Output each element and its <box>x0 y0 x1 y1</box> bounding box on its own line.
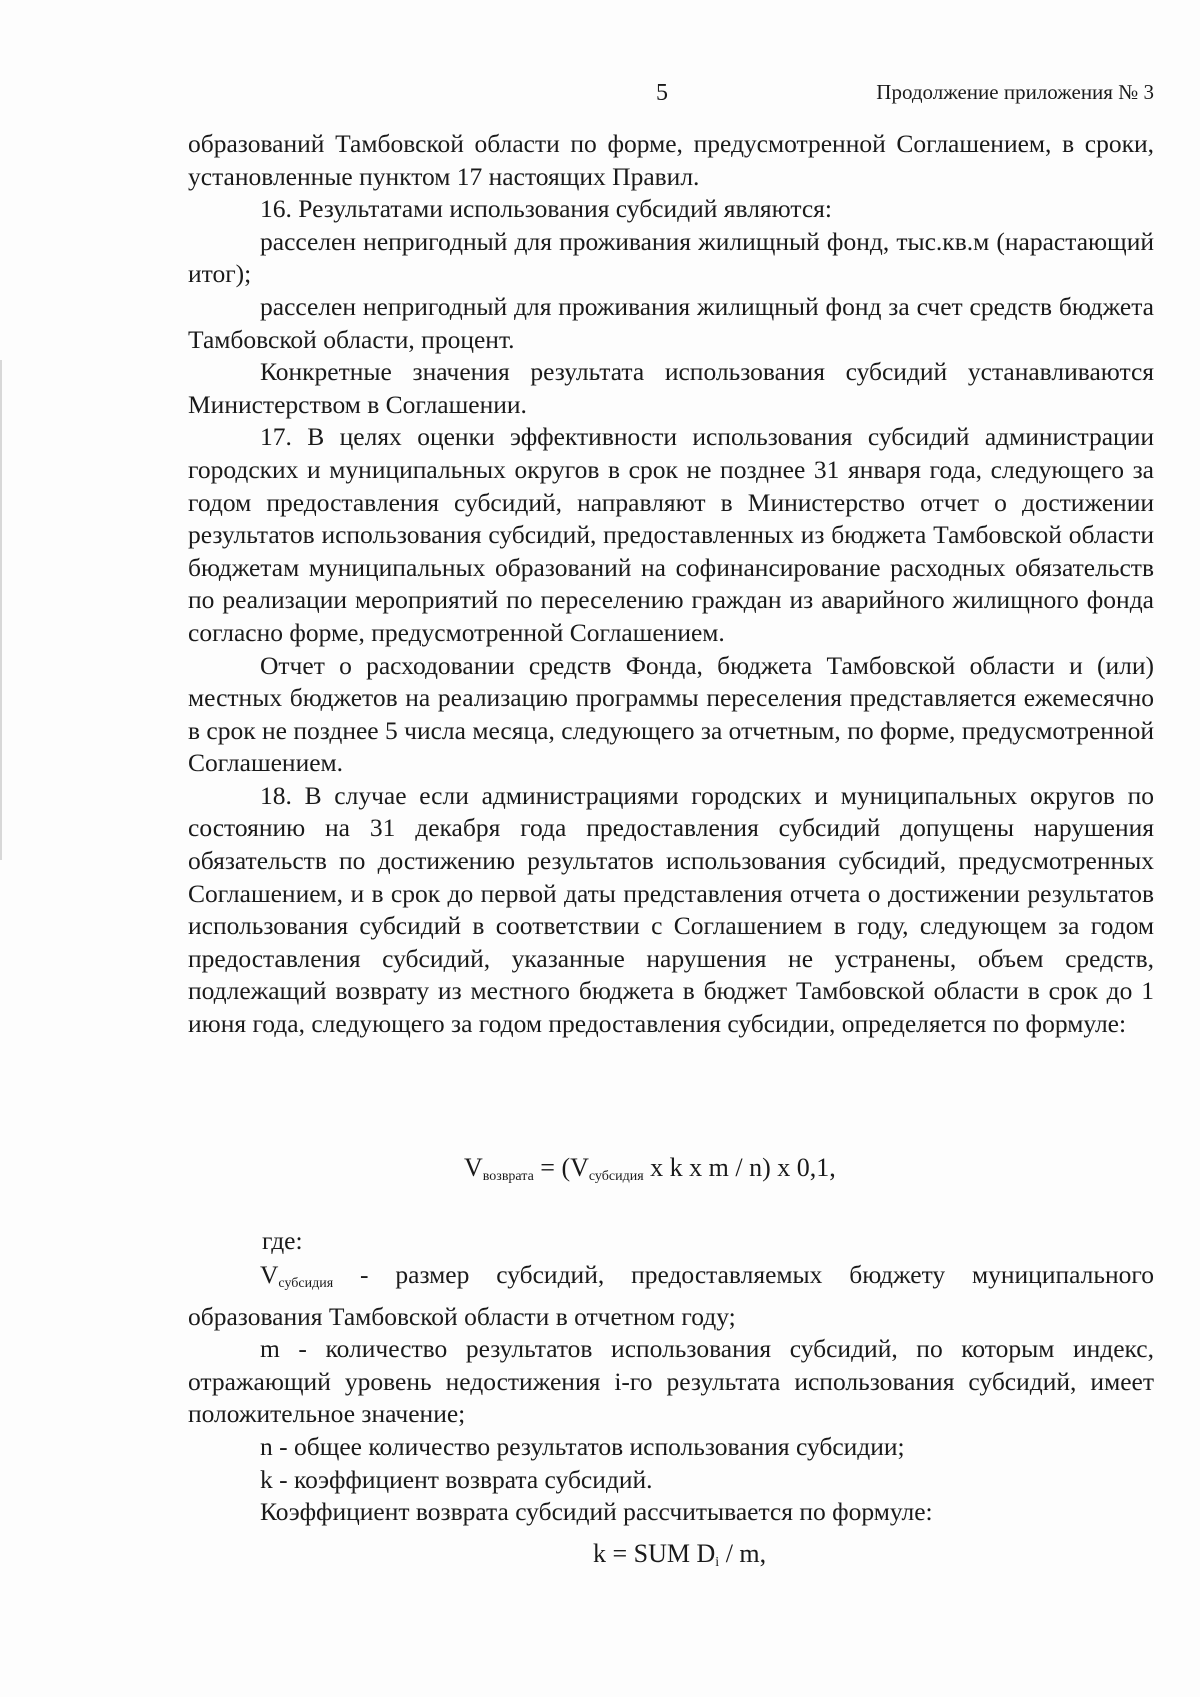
paragraph: расселен непригодный для проживания жилищный фонд за счет средств бюджета Тамбовской области, процент. <box>188 291 1154 354</box>
definition-k: k - коэффициент возврата субсидий. <box>260 1464 653 1494</box>
formula-subscript: i <box>715 1555 720 1570</box>
paragraph: 18. В случае если администрациями городских и муниципальных округов по состоянию на 31 декабря года предоставления субсидий допущены нарушения обязательств по достижению результатов использования субсидий, предусмотренных Соглашением, и в срок до первой даты представления отчета о достижении результатов использования субсидий в соответствии с Соглашением в году, следующем за годом предоставления субсидий, указанные нарушения не устранены, объем средств, подлежащий возврату из местного бюджета в бюджет Тамбовской области в срок до 1 июня года, следующего за годом предоставления субсидии, определяется по формуле: <box>188 780 1154 1039</box>
formula-symbol: V <box>464 1153 483 1182</box>
refund-coefficient-formula <box>593 1539 766 1571</box>
k-formula-intro: Коэффициент возврата субсидий рассчитывается по формуле: <box>260 1497 933 1527</box>
paragraph: образований Тамбовской области по форме, предусмотренной Соглашением, в сроки, установленные пунктом 17 настоящих Правил. <box>188 129 1154 191</box>
definitions-block <box>188 1259 1154 1529</box>
refund-volume-formula <box>464 1153 836 1185</box>
paragraph: 16. Результатами использования субсидий являются: <box>260 194 832 224</box>
scan-edge-shadow <box>0 360 2 860</box>
formula-subscript: субсидия <box>588 1169 644 1184</box>
formula-text: = (V <box>533 1153 589 1182</box>
definition-symbol: V <box>260 1260 279 1289</box>
document-body <box>188 128 1154 1041</box>
formula-text: / m, <box>719 1539 767 1568</box>
appendix-continuation-label: Продолжение приложения № 3 <box>876 80 1154 104</box>
paragraph: Конкретные значения результата использования субсидий устанавливаются Министерством в Соглашении. <box>188 357 1154 419</box>
formula-text: x k x m / n) x 0,1, <box>643 1153 836 1182</box>
paragraph: 17. В целях оценки эффективности использования субсидий администрации городских и муниципальных округов в срок не позднее 31 января года, следующего за годом предоставления субсидий, направляют в Министерство отчет о достижении результатов использования субсидий, предоставленных из бюджета Тамбовской области бюджетам муниципальных образований на софинансирование расходных обязательств по реализации мероприятий по переселению граждан из аварийного жилищного фонда согласно форме, предусмотренной Соглашением. <box>188 422 1154 647</box>
definition-subscript: субсидия <box>278 1276 334 1291</box>
definition-n: n - общее количество результатов использования субсидии; <box>260 1431 905 1461</box>
definition-m: m - количество результатов использования субсидий, по которым индекс, отражающий уровень недостижения i-го результата использования субсидий, имеет положительное значение; <box>188 1334 1154 1429</box>
paragraph: расселен непригодный для проживания жилищный фонд, тыс.кв.м (нарастающий итог); <box>188 226 1154 289</box>
formula-subscript: возврата <box>482 1169 534 1184</box>
formula-text: k = SUM D <box>593 1539 716 1568</box>
where-label: где: <box>262 1226 303 1255</box>
definition-v <box>188 1259 1154 1333</box>
page-number: 5 <box>656 80 668 106</box>
paragraph: Отчет о расходовании средств Фонда, бюджета Тамбовской области и (или) местных бюджетов на реализацию программы переселения представляется ежемесячно в срок не позднее 5 числа месяца, следующего за отчетным, по форме, предусмотренной Соглашением. <box>188 650 1154 778</box>
definition-text: - размер субсидий, предоставляемых бюджету муниципального образования Тамбовской области в отчетном году; <box>188 1260 1154 1331</box>
